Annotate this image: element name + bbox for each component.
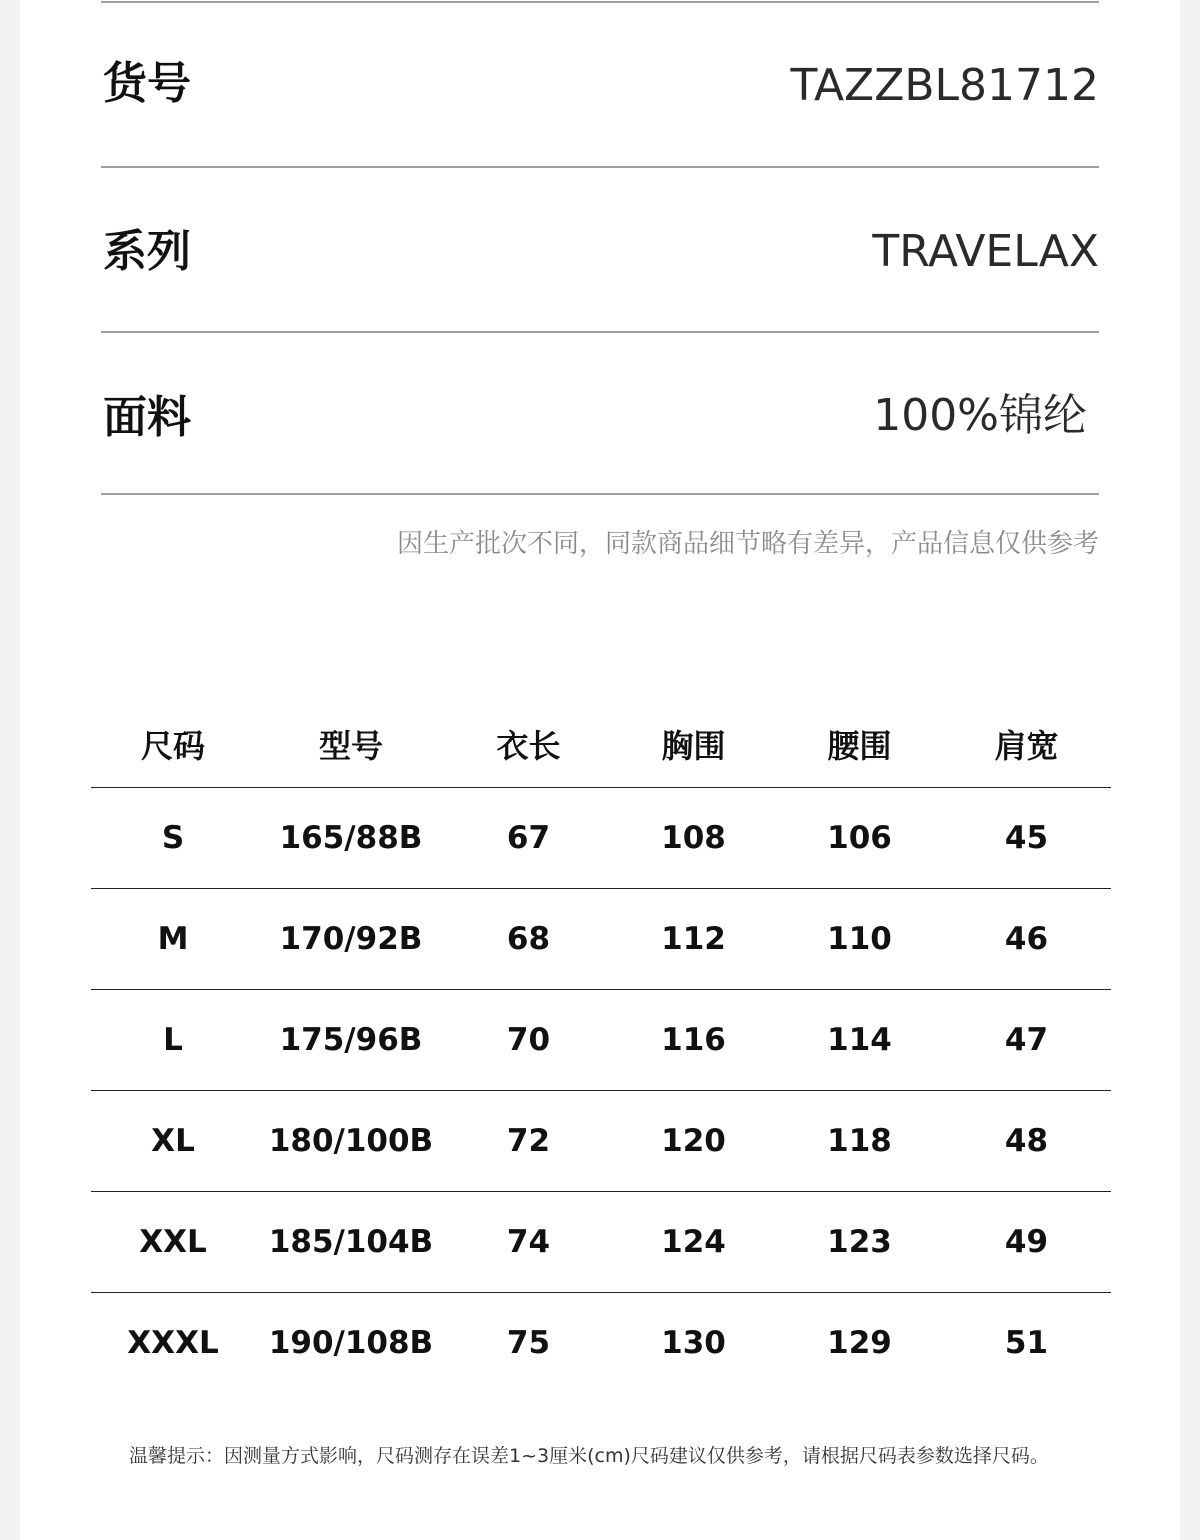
size-row-s bbox=[91, 787, 1111, 888]
divider-3 bbox=[101, 493, 1099, 495]
header-size: 尺码 bbox=[140, 727, 205, 765]
header-length: 衣长 bbox=[496, 727, 561, 765]
size-row-xxxl bbox=[91, 1292, 1111, 1393]
cell-model: 165/88B bbox=[279, 820, 423, 856]
cell-model: 170/92B bbox=[279, 921, 423, 957]
divider-top bbox=[101, 1, 1099, 3]
cell-size: L bbox=[163, 1022, 183, 1058]
cell-chest: 116 bbox=[661, 1022, 726, 1058]
spec-label-series: 系列 bbox=[103, 226, 191, 277]
cell-shoulder: 49 bbox=[1004, 1224, 1049, 1260]
divider-1 bbox=[101, 166, 1099, 168]
cell-waist: 129 bbox=[827, 1325, 892, 1361]
divider-2 bbox=[101, 331, 1099, 333]
spec-value-series: TRAVELAX bbox=[872, 226, 1099, 277]
cell-length: 72 bbox=[506, 1123, 551, 1159]
cell-waist: 110 bbox=[827, 921, 892, 957]
cell-length: 67 bbox=[506, 820, 551, 856]
product-detail-page bbox=[20, 0, 1180, 1540]
cell-chest: 112 bbox=[661, 921, 726, 957]
cell-shoulder: 45 bbox=[1004, 820, 1049, 856]
cell-shoulder: 46 bbox=[1004, 921, 1049, 957]
cell-model: 180/100B bbox=[268, 1123, 434, 1159]
cell-length: 70 bbox=[506, 1022, 551, 1058]
cell-waist: 118 bbox=[827, 1123, 892, 1159]
cell-chest: 108 bbox=[661, 820, 726, 856]
cell-model: 185/104B bbox=[268, 1224, 434, 1260]
spec-value-fabric: 100%锦纶 bbox=[873, 390, 1087, 441]
cell-chest: 130 bbox=[661, 1325, 726, 1361]
spec-value-sku: TAZZBL81712 bbox=[790, 60, 1099, 111]
header-chest: 胸围 bbox=[661, 727, 726, 765]
cell-shoulder: 47 bbox=[1004, 1022, 1049, 1058]
cell-size: XXL bbox=[139, 1224, 207, 1260]
cell-waist: 114 bbox=[827, 1022, 892, 1058]
header-waist: 腰围 bbox=[827, 727, 892, 765]
cell-model: 175/96B bbox=[279, 1022, 423, 1058]
header-shoulder: 肩宽 bbox=[994, 727, 1059, 765]
size-table-header-row bbox=[91, 705, 1111, 787]
size-row-l bbox=[91, 989, 1111, 1090]
cell-length: 68 bbox=[506, 921, 551, 957]
cell-length: 75 bbox=[506, 1325, 551, 1361]
cell-shoulder: 48 bbox=[1004, 1123, 1049, 1159]
size-chart-table bbox=[91, 705, 1111, 1393]
cell-size: M bbox=[157, 921, 189, 957]
cell-size: XL bbox=[151, 1123, 195, 1159]
cell-size: S bbox=[161, 820, 185, 856]
cell-shoulder: 51 bbox=[1004, 1325, 1049, 1361]
size-row-xl bbox=[91, 1090, 1111, 1191]
size-row-m bbox=[91, 888, 1111, 989]
cell-model: 190/108B bbox=[268, 1325, 434, 1361]
cell-length: 74 bbox=[506, 1224, 551, 1260]
cell-waist: 123 bbox=[827, 1224, 892, 1260]
size-row-xxl bbox=[91, 1191, 1111, 1292]
spec-label-fabric: 面料 bbox=[103, 392, 191, 443]
cell-chest: 124 bbox=[661, 1224, 726, 1260]
spec-label-sku: 货号 bbox=[103, 58, 191, 109]
cell-chest: 120 bbox=[661, 1123, 726, 1159]
product-disclaimer: 因生产批次不同，同款商品细节略有差异，产品信息仅供参考 bbox=[396, 529, 1099, 559]
header-model: 型号 bbox=[318, 727, 383, 765]
cell-waist: 106 bbox=[827, 820, 892, 856]
measurement-note: 温馨提示：因测量方式影响，尺码测存在误差1~3厘米(cm)尺码建议仅供参考，请根据尺码表参数选择尺码。 bbox=[129, 1445, 1049, 1467]
cell-size: XXXL bbox=[127, 1325, 219, 1361]
